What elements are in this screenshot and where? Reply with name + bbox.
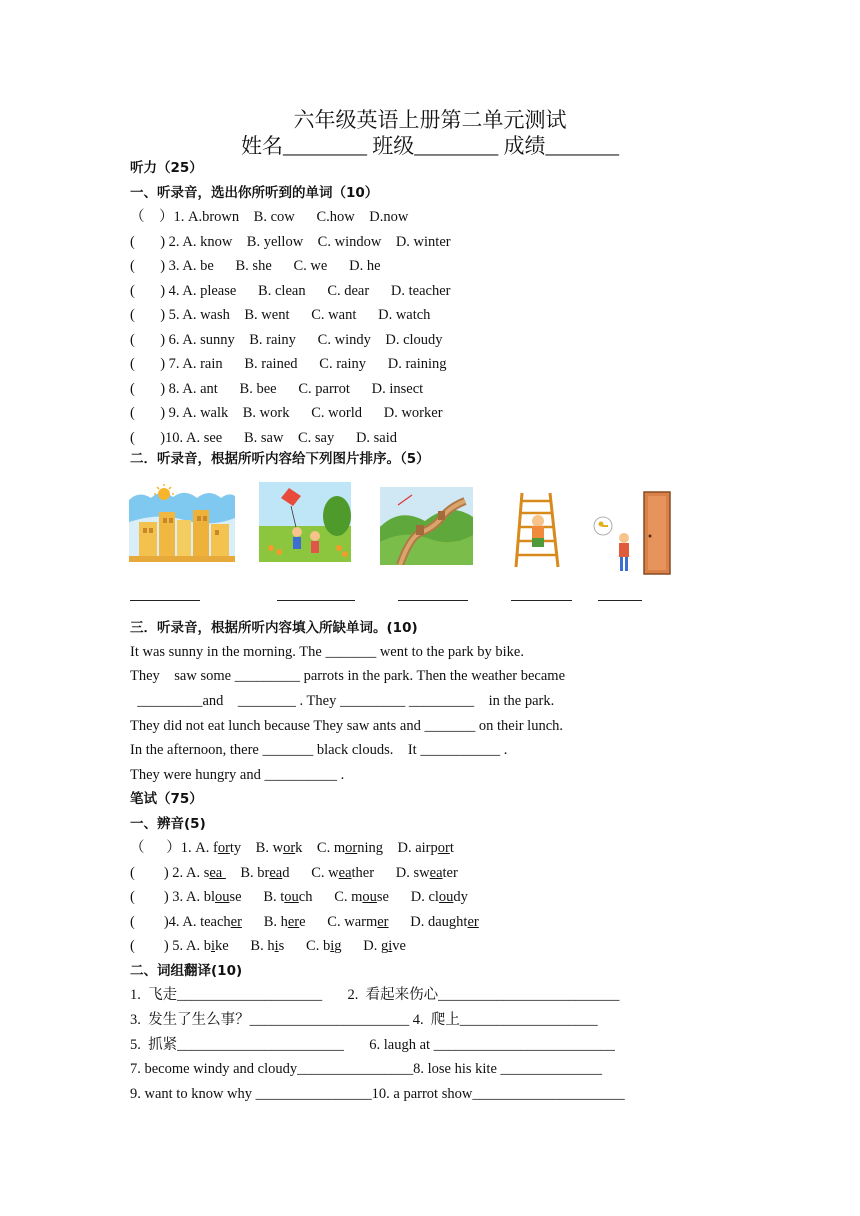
- kite-flying-picture: [259, 482, 351, 562]
- ladder-climbing-picture: [512, 491, 562, 568]
- cloze-line: They were hungry and __________ .: [130, 767, 345, 783]
- translation-line: 9. want to know why ________________10. a parrot show_____________________: [130, 1086, 625, 1102]
- listening-item: ( ) 7. A. rain B. rained C. rainy D. raining: [130, 356, 447, 372]
- cloze-line: It was sunny in the morning. The _______ went to the park by bike.: [130, 644, 524, 660]
- picture-order-blank[interactable]: [130, 600, 200, 601]
- sunny-city-picture: [129, 482, 235, 562]
- listening-part1-heading: 一、听录音，选出你所听到的单词（10）: [130, 185, 379, 201]
- cloze-line: _________and ________ . They _________ _________ in the park.: [130, 693, 555, 709]
- listening-item: ( ) 5. A. wash B. went C. want D. watch: [130, 307, 431, 323]
- translation-line: 3. 发生了生么事？______________________ 4. 爬上___________________: [130, 1012, 598, 1028]
- written-heading: 笔试（75）: [130, 791, 203, 807]
- listening-item: ( ) 3. A. be B. she C. we D. he: [130, 258, 381, 274]
- phonics-item: ( ) 5. A. bike B. his C. big D. give: [130, 938, 406, 954]
- written-part1-heading: 一、辨音(5): [130, 816, 206, 832]
- picture-order-blank[interactable]: [277, 600, 355, 601]
- listening-part2-heading: 二．听录音，根据所听内容给下列图片排序。（5）: [130, 451, 430, 467]
- cloze-line: They saw some _________ parrots in the park. Then the weather became: [130, 668, 565, 684]
- phonics-item: （ ）1. A. forty B. work C. morning D. airport: [130, 840, 454, 856]
- translation-line: 5. 抓紧_______________________ 6. laugh at _________________________: [130, 1037, 615, 1053]
- written-part2-heading: 二、词组翻译(10): [130, 963, 243, 979]
- phonics-item: ( )4. A. teacher B. here C. warmer D. daughter: [130, 914, 479, 930]
- listening-heading: 听力（25）: [130, 160, 203, 176]
- cloze-line: They did not eat lunch because They saw ants and _______ on their lunch.: [130, 718, 564, 734]
- listening-item: ( ) 2. A. know B. yellow C. window D. winter: [130, 234, 451, 250]
- listening-part3-heading: 三．听录音，根据所听内容填入所缺单词。(10): [130, 620, 418, 636]
- worksheet-title: 六年级英语上册第二单元测试: [293, 108, 567, 132]
- translation-line: 7. become windy and cloudy________________8. lose his kite ______________: [130, 1061, 603, 1077]
- listening-item: （ ）1. A.brown B. cow C.how D.now: [130, 209, 409, 225]
- door-keys-picture: [592, 490, 678, 576]
- listening-item: ( ) 9. A. walk B. work C. world D. worker: [130, 405, 443, 421]
- phonics-item: ( ) 2. A. sea B. bread C. weather D. sweater: [130, 865, 458, 881]
- student-info-line: 姓名________ 班级________ 成绩_______: [241, 134, 619, 158]
- picture-order-blank[interactable]: [511, 600, 572, 601]
- translation-line: 1. 飞走____________________ 2. 看起来伤心_________________________: [130, 987, 620, 1003]
- cloze-line: In the afternoon, there _______ black clouds. It ___________ .: [130, 742, 508, 758]
- great-wall-picture: [380, 487, 473, 565]
- picture-order-blank[interactable]: [598, 600, 642, 601]
- listening-item: ( )10. A. see B. saw C. say D. said: [130, 430, 398, 446]
- listening-item: ( ) 8. A. ant B. bee C. parrot D. insect: [130, 381, 424, 397]
- phonics-item: ( ) 3. A. blouse B. touch C. mouse D. cloudy: [130, 889, 468, 905]
- listening-item: ( ) 6. A. sunny B. rainy C. windy D. cloudy: [130, 332, 443, 348]
- picture-order-blank[interactable]: [398, 600, 468, 601]
- listening-item: ( ) 4. A. please B. clean C. dear D. teacher: [130, 283, 451, 299]
